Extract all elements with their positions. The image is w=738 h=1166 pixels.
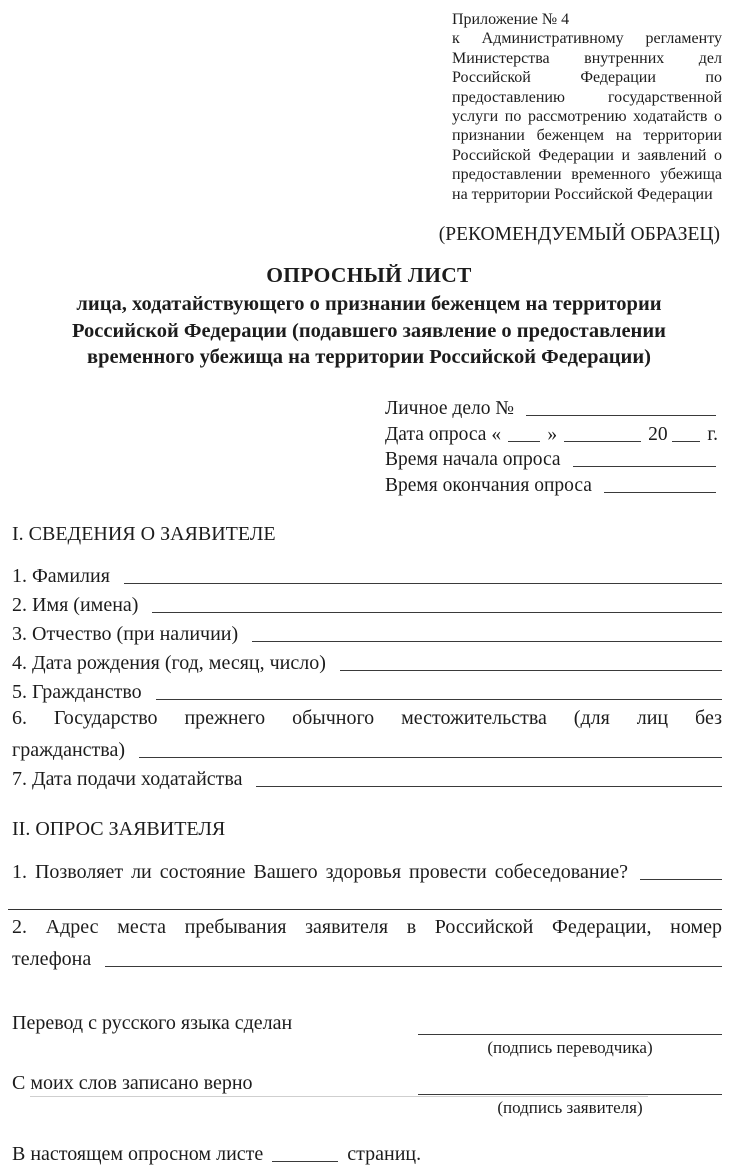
patronymic-field[interactable] [252,641,722,642]
close-quote-mark: » [547,423,558,445]
phone-row [12,942,722,971]
page-edge-line [30,1096,648,1097]
application-date-field[interactable] [256,786,722,787]
translator-signature-block [418,1011,722,1061]
former-residence-label-line2: гражданства) [12,738,125,761]
page-count-suffix: страниц. [347,1142,422,1165]
year-suffix: г. [707,423,718,445]
form-subtitle [0,291,738,371]
former-residence-row [12,733,722,762]
application-date-row [12,762,722,791]
year-prefix: 20 [648,423,668,445]
annex-number: Приложение № 4 [452,11,570,28]
interview-day-field[interactable] [508,441,540,442]
page-count-field[interactable] [272,1161,338,1162]
case-number-field[interactable] [526,415,716,416]
applicant-signature-caption: (подпись заявителя) [497,1097,643,1117]
interview-year-field[interactable] [672,441,701,442]
patronymic-row [12,617,722,646]
interview-month-field[interactable] [564,441,641,442]
surname-field[interactable] [124,583,722,584]
form-subtitle-line-1: лица, ходатайствующего о признании беженцем на территории [76,293,662,316]
surname-row [12,559,722,588]
translator-signature-caption: (подпись переводчика) [487,1037,653,1057]
name-field[interactable] [152,612,722,613]
patronymic-label: 3. Отчество (при наличии) [12,622,239,645]
health-question-row [12,855,722,884]
start-time-field[interactable] [573,466,716,467]
address-question-label-line2: телефона [12,947,92,970]
former-residence-label-line1: 6. Государство прежнего обычного местожительства (для лиц без [12,706,722,729]
start-time-label: Время начала опроса [385,449,561,471]
health-answer-field[interactable] [640,879,722,880]
form-subtitle-line-2: Российской Федерации (подавшего заявление о предоставлении [72,319,666,342]
birthdate-field[interactable] [340,670,722,671]
end-time-field[interactable] [604,492,716,493]
birthdate-row [12,646,722,675]
case-info-block [385,395,718,497]
form-subtitle-line-3: временного убежища на территории Российской Федерации) [87,346,651,369]
recommended-sample-label: (РЕКОМЕНДУЕМЫЙ ОБРАЗЕЦ) [438,224,720,246]
case-number-row [385,395,718,421]
applicant-fields [12,559,722,791]
end-time-label: Время окончания опроса [385,474,592,496]
translator-signature-field[interactable] [418,1011,722,1035]
application-date-label: 7. Дата подачи ходатайства [12,767,243,790]
interview-date-label: Дата опроса « [385,423,502,445]
health-question-label: 1. Позволяет ли состояние Вашего здоровья провести собеседование? [12,860,628,883]
case-number-label: Личное дело № [385,398,514,420]
annex-header [452,10,722,204]
citizenship-field[interactable] [156,699,722,700]
start-time-row [385,446,718,472]
answer-continuation-line[interactable] [8,909,722,910]
applicant-signature-field[interactable] [418,1071,722,1095]
address-phone-field[interactable] [105,966,722,967]
section1-heading: I. СВЕДЕНИЯ О ЗАЯВИТЕЛЕ [12,522,276,545]
form-title: ОПРОСНЫЙ ЛИСТ [266,263,472,288]
page-count-prefix: В настоящем опросном листе [12,1142,264,1165]
page-count-row [12,1137,722,1166]
address-question [12,913,722,971]
interview-date-row [385,420,718,446]
address-question-label-line1: 2. Адрес места пребывания заявителя в Российской Федерации, номер [12,915,722,938]
end-time-row [385,471,718,497]
birthdate-label: 4. Дата рождения (год, месяц, число) [12,651,326,674]
document-page [0,10,738,1165]
translation-label: Перевод с русского языка сделан [12,1011,293,1034]
translation-row [12,1011,722,1061]
section2-heading: II. ОПРОС ЗАЯВИТЕЛЯ [12,817,226,840]
name-row [12,588,722,617]
surname-label: 1. Фамилия [12,564,110,587]
former-residence-field[interactable] [139,757,722,758]
citizenship-row [12,675,722,704]
verification-label: С моих слов записано верно [12,1071,253,1094]
annex-text: к Административному регламенту Министерства внутренних дел Российской Федерации по предоставлению государственной услуги по рассмотрению ходатайств о признании беженцем на территории Российской Федерации и заявлений о предоставлении временного убежища на территории Российской Федерации [452,30,722,203]
name-label: 2. Имя (имена) [12,593,139,616]
citizenship-label: 5. Гражданство [12,680,142,703]
